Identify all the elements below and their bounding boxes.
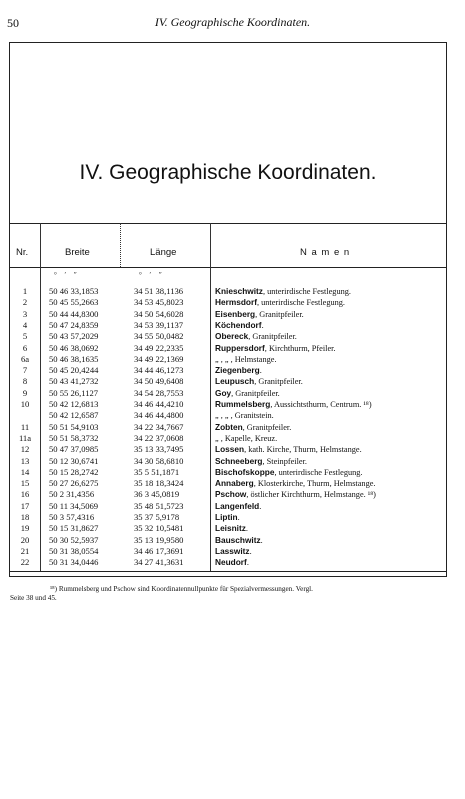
longitude-cell: 34 50 54,6028 [134,308,184,319]
row-number: 8 [22,376,28,387]
longitude-cell: 34 44 46,1273 [134,365,184,376]
row-number: 10 [20,399,30,409]
table-row [10,512,446,523]
name-cell [215,422,291,433]
table-row [10,433,446,444]
latitude-cell: 50 31 34,0446 [49,557,99,568]
name-cell [215,365,262,376]
page-title: IV. Geographische Koordinaten. [79,161,377,184]
header-top-rule [10,223,446,224]
longitude-cell: 34 51 38,1136 [134,286,184,296]
latitude-cell: 50 11 34,5069 [49,500,99,511]
row-number: 6 [22,342,28,353]
row-number: 14 [20,466,30,477]
latitude-cell: 50 44 44,8300 [49,308,99,319]
header-bottom-rule [10,267,446,268]
longitude-cell: 34 30 58,6810 [134,455,184,466]
name-cell [215,376,303,387]
header-breite: Breite [65,247,90,258]
place-name: Leisnitz [215,523,246,534]
latitude-cell: 50 3 57,4316 [49,512,95,522]
row-number: 19 [20,523,30,534]
name-cell [215,354,277,365]
table-row [10,444,446,455]
longitude-cell: 34 46 17,3691 [134,545,184,556]
place-description: . [237,513,240,522]
longitude-cell: 35 32 10,5481 [134,523,184,534]
longitude-cell: 35 48 51,5723 [134,500,184,511]
place-description: . [259,501,262,511]
place-description: , unterirdische Festlegung. [262,287,351,296]
footnote [10,585,445,603]
header-nr: Nr. [16,247,29,258]
place-description: , Granitpfeiler. [242,422,292,432]
row-number: 17 [20,500,30,511]
row-number: 21 [20,545,30,556]
place-description: . [249,546,252,556]
place-description: , Granitpfeiler. [255,309,304,319]
footnote-line2: Seite 38 und 45. [10,594,57,602]
name-cell [215,343,336,354]
table-row [10,410,446,421]
table-row [10,489,446,500]
name-cell [215,297,345,308]
place-description: , Steinpfeiler. [262,456,307,466]
name-cell [215,331,297,342]
row-number: 6a [20,353,30,364]
latitude-cell: 50 12 30,6741 [49,455,99,466]
name-cell [215,478,375,489]
place-description: . [246,558,249,568]
place-name: Lossen [215,444,245,455]
longitude-cell: 36 3 45,0819 [134,489,180,500]
row-number: 20 [20,534,30,545]
longitude-cell: 35 5 51,1871 [134,466,180,477]
longitude-cell: 34 49 22,2335 [134,342,184,353]
running-head: IV. Geographische Koordinaten. [154,15,311,29]
table-row [10,478,446,489]
longitude-cell: 35 13 33,7495 [134,444,184,455]
name-cell [215,512,240,523]
latitude-cell: 50 45 20,4244 [49,365,99,376]
table-row [10,286,446,297]
table-row [10,388,446,399]
latitude-cell: 50 31 38,0554 [49,545,99,556]
row-number: 12 [20,444,30,455]
row-number: 15 [20,478,30,489]
place-description: , Granitpfeiler. [248,332,297,342]
row-number: 9 [22,387,28,398]
latitude-cell: 50 55 26,1127 [49,387,99,398]
place-description: „ , „ , Granitstein. [215,411,274,421]
row-number: 5 [22,331,28,342]
longitude-cell: 34 22 34,7667 [134,421,184,432]
longitude-cell: 35 18 18,3424 [134,478,184,489]
name-cell [215,501,261,512]
table-row [10,501,446,512]
longitude-cell: 34 53 45,8023 [134,297,184,308]
latitude-cell: 50 46 38,0692 [49,342,99,353]
name-cell [215,410,274,421]
place-name: Leupusch [215,376,255,387]
latitude-cell: 50 2 31,4356 [49,489,95,500]
header-namen: N a m e n [300,247,351,258]
longitude-cell: 34 46 44,4210 [134,399,184,409]
longitude-cell: 34 49 22,1369 [134,353,184,364]
table-row [10,535,446,546]
table-row [10,546,446,557]
row-number: 1 [22,286,28,296]
name-cell [215,523,248,534]
table-row [10,309,446,320]
name-cell [215,456,307,467]
place-name: Lasswitz [215,545,250,556]
place-name: Annaberg [215,478,254,489]
latitude-cell: 50 42 12,6813 [49,399,99,409]
latitude-cell: 50 27 26,6275 [49,478,99,489]
unit-breite: ° ′ ″ [54,271,77,279]
place-name: Bischofskoppe [215,466,275,477]
place-description: , unterirdische Festlegung. [256,298,345,308]
row-number: 4 [22,319,28,330]
place-description: , östlicher Kirchthurm, Helmstange. ¹⁸) [246,490,376,500]
latitude-cell: 50 45 55,2663 [49,297,99,308]
row-number: 3 [22,308,28,319]
place-name: Langenfeld [215,500,260,511]
longitude-cell: 34 53 39,1137 [134,319,184,330]
place-name: Pschow [215,489,247,500]
latitude-cell: 50 47 37,0985 [49,444,99,455]
latitude-cell: 50 43 57,2029 [49,331,99,342]
longitude-cell: 34 22 37,0608 [134,432,184,443]
place-description: , Klosterkirche, Thurm, Helmstange. [253,479,376,489]
latitude-cell: 50 51 54,9103 [49,421,99,432]
place-name: Goy [215,387,232,398]
row-number: 7 [22,365,28,376]
place-description: , Granitpfeiler. [231,388,280,398]
name-cell [215,399,372,410]
latitude-cell: 50 30 52,5937 [49,534,99,545]
place-description: „ , „ , Helmstange. [215,354,277,364]
longitude-cell: 34 27 41,3631 [134,557,184,568]
latitude-cell: 50 51 58,3732 [49,432,99,443]
place-description: „ , Kapelle, Kreuz. [215,433,278,443]
place-description: . [261,320,264,330]
place-description: , Aussichtsthurm, Centrum. ¹⁸) [270,400,372,409]
header-laenge: Länge [150,247,177,258]
name-cell [215,320,264,331]
table-row [10,365,446,376]
place-name: Ruppersdorf [215,342,265,353]
name-cell [215,286,351,297]
place-name: Schneeberg [215,455,263,466]
table-row [10,467,446,478]
place-description: . [259,366,262,376]
place-description: , Kirchthurm, Pfeiler. [264,343,336,353]
name-cell [215,309,304,320]
longitude-cell: 35 13 19,9580 [134,534,184,545]
row-number: 13 [20,455,30,466]
table-row [10,399,446,410]
row-number: 18 [20,512,30,522]
table-frame [9,42,447,577]
latitude-cell: 50 43 41,2732 [49,376,99,387]
unit-laenge: ° ′ ″ [139,271,162,279]
table-row [10,343,446,354]
table-row [10,297,446,308]
latitude-cell: 50 46 33,1853 [49,286,99,296]
place-name: Ziegenberg [215,365,260,376]
table-row [10,331,446,342]
table-row [10,320,446,331]
name-cell [215,535,263,546]
place-name: Rummelsberg [215,399,271,409]
place-name: Köchendorf [215,319,262,330]
place-name: Bauschwitz [215,534,261,545]
table-row [10,376,446,387]
place-name: Hermsdorf [215,297,257,308]
row-number: 16 [20,489,30,500]
table-row [10,523,446,534]
latitude-cell: 50 42 12,6587 [49,410,99,421]
table-row [10,456,446,467]
table-row [10,354,446,365]
place-name: Knieschwitz [215,286,263,296]
place-description: , kath. Kirche, Thurm, Helmstange. [244,445,362,455]
longitude-cell: 34 50 49,6408 [134,376,184,387]
name-cell [215,489,376,500]
page-number: 50 [7,16,19,30]
place-name: Neudorf [215,557,247,568]
longitude-cell: 34 46 44,4800 [134,410,184,421]
table-bottom-rule [10,571,446,572]
latitude-cell: 50 15 31,8627 [49,523,99,534]
place-description: . [245,524,248,534]
place-description: , Granitpfeiler. [254,377,303,387]
row-number: 11 [20,421,30,432]
row-number: 11a [18,432,32,443]
name-cell [215,388,280,399]
name-cell [215,467,363,478]
name-cell [215,546,252,557]
place-name: Liptin [215,512,238,522]
footnote-line1: ¹⁸) Rummelsberg und Pschow sind Koordinatennullpunkte für Spezialvermessungen. Vergl. [50,585,313,593]
longitude-cell: 35 37 5,9178 [134,512,180,522]
place-description: , unterirdische Festlegung. [274,467,363,477]
longitude-cell: 34 55 50,0482 [134,331,184,342]
row-number: 2 [22,297,28,308]
latitude-cell: 50 47 24,8359 [49,319,99,330]
table-row [10,557,446,568]
column-divider [120,223,121,267]
table-row [10,422,446,433]
name-cell [215,433,277,444]
name-cell [215,444,362,455]
place-name: Eisenberg [215,308,256,319]
place-name: Zobten [215,421,243,432]
place-name: Obereck [215,331,249,342]
name-cell [215,557,249,568]
row-number: 22 [20,557,30,568]
longitude-cell: 34 54 28,7553 [134,387,184,398]
latitude-cell: 50 46 38,1635 [49,353,99,364]
place-description: . [260,535,263,545]
latitude-cell: 50 15 28,2742 [49,466,99,477]
